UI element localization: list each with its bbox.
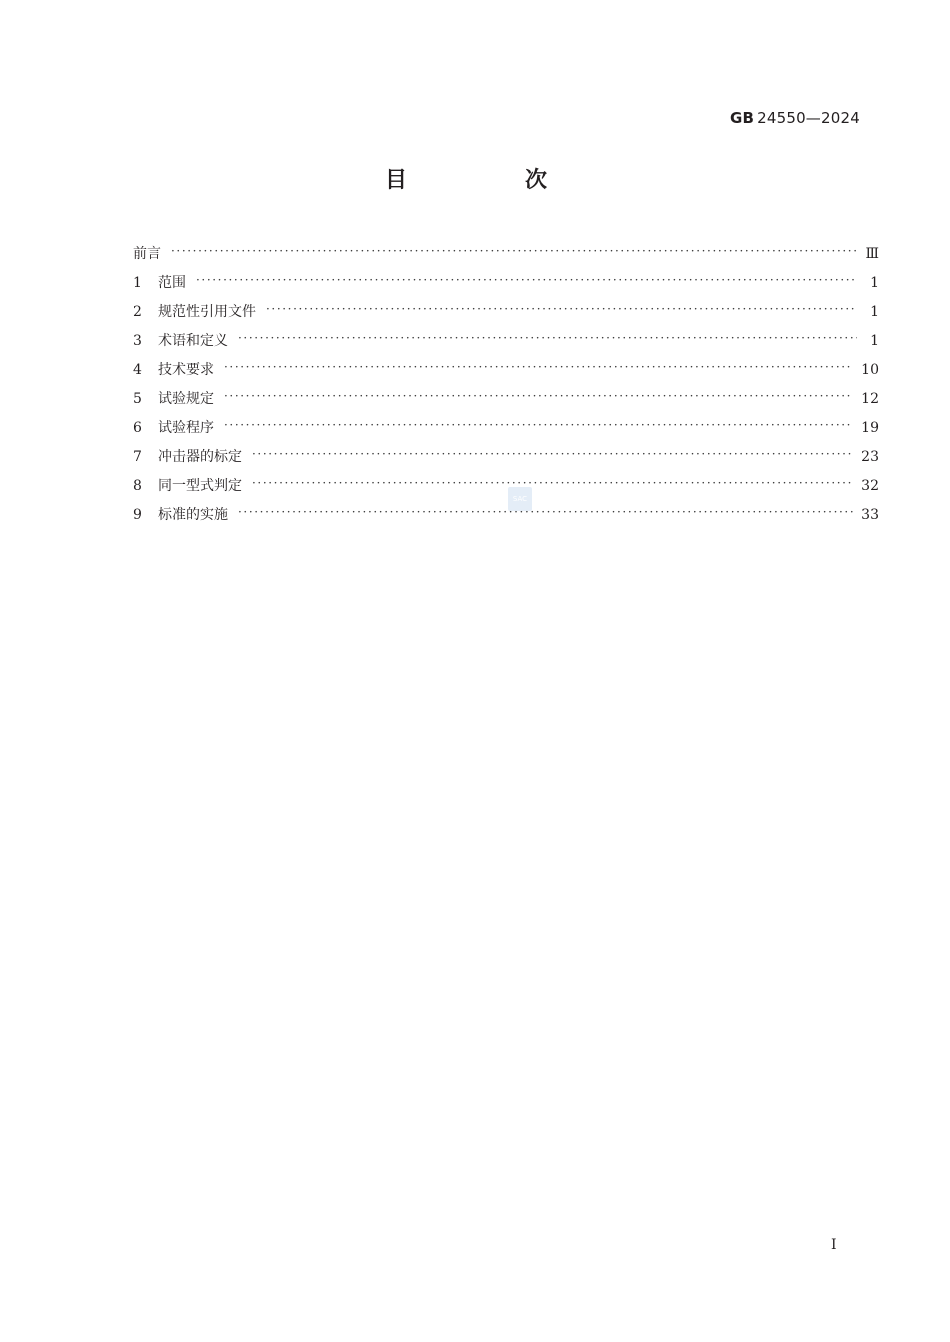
toc-entry-number: 4 <box>133 362 142 378</box>
toc-entry-number: 1 <box>133 275 142 291</box>
toc-entry-scope[interactable] <box>133 269 879 298</box>
toc-entry-number: 3 <box>133 333 142 349</box>
toc-entry-terms-definitions[interactable] <box>133 327 879 356</box>
toc-entry-technical-requirements[interactable] <box>133 356 879 385</box>
toc-leader-dots <box>238 324 857 353</box>
toc-entry-foreword[interactable] <box>133 240 879 269</box>
page-number: Ⅰ <box>831 1237 837 1253</box>
toc-entry-number: 8 <box>133 478 142 494</box>
toc-entry-impactor-calibration[interactable] <box>133 443 879 472</box>
toc-entry-label: 术语和定义 <box>158 333 228 349</box>
toc-entry-number: 2 <box>133 304 142 320</box>
toc-entry-test-procedure[interactable] <box>133 414 879 443</box>
toc-entry-page: 1 <box>870 333 879 349</box>
toc-entry-page: 10 <box>861 362 879 378</box>
standard-number <box>730 109 860 127</box>
toc-leader-dots <box>252 469 853 498</box>
toc-entry-label: 试验程序 <box>158 420 214 436</box>
toc-leader-dots <box>266 295 857 324</box>
toc-entry-page: 12 <box>861 391 879 407</box>
toc-leader-dots <box>196 266 857 295</box>
toc-entry-label: 同一型式判定 <box>158 478 242 494</box>
toc-entry-page: 32 <box>861 478 879 494</box>
toc-entry-page: 1 <box>870 275 879 291</box>
toc-entry-number: 5 <box>133 391 142 407</box>
page-title: 目 次 <box>384 168 595 193</box>
table-of-contents <box>133 240 879 530</box>
toc-leader-dots <box>224 411 853 440</box>
toc-leader-dots <box>252 440 853 469</box>
toc-entry-label: 前言 <box>133 246 161 262</box>
toc-entry-label: 规范性引用文件 <box>158 304 256 320</box>
toc-entry-number: 9 <box>133 507 142 523</box>
toc-entry-number: 6 <box>133 420 142 436</box>
toc-entry-label: 试验规定 <box>158 391 214 407</box>
toc-leader-dots <box>224 382 853 411</box>
toc-entry-page: Ⅲ <box>865 246 879 262</box>
toc-entry-page: 23 <box>861 449 879 465</box>
toc-entry-number: 7 <box>133 449 142 465</box>
toc-entry-page: 1 <box>870 304 879 320</box>
toc-entry-label: 标准的实施 <box>158 507 228 523</box>
toc-entry-label: 范围 <box>158 275 186 291</box>
toc-leader-dots <box>238 498 853 527</box>
toc-entry-label: 冲击器的标定 <box>158 449 242 465</box>
toc-entry-test-provisions[interactable] <box>133 385 879 414</box>
standard-prefix: GB <box>729 109 755 127</box>
toc-entry-standard-implementation[interactable] <box>133 501 879 530</box>
toc-entry-label: 技术要求 <box>158 362 214 378</box>
sac-watermark-logo: SAC <box>508 487 532 511</box>
toc-leader-dots <box>171 237 857 266</box>
standard-code: 24550—2024 <box>757 109 860 127</box>
toc-leader-dots <box>224 353 853 382</box>
toc-entry-type-determination[interactable] <box>133 472 879 501</box>
toc-entry-normative-references[interactable] <box>133 298 879 327</box>
toc-entry-page: 19 <box>861 420 879 436</box>
toc-entry-page: 33 <box>861 507 879 523</box>
